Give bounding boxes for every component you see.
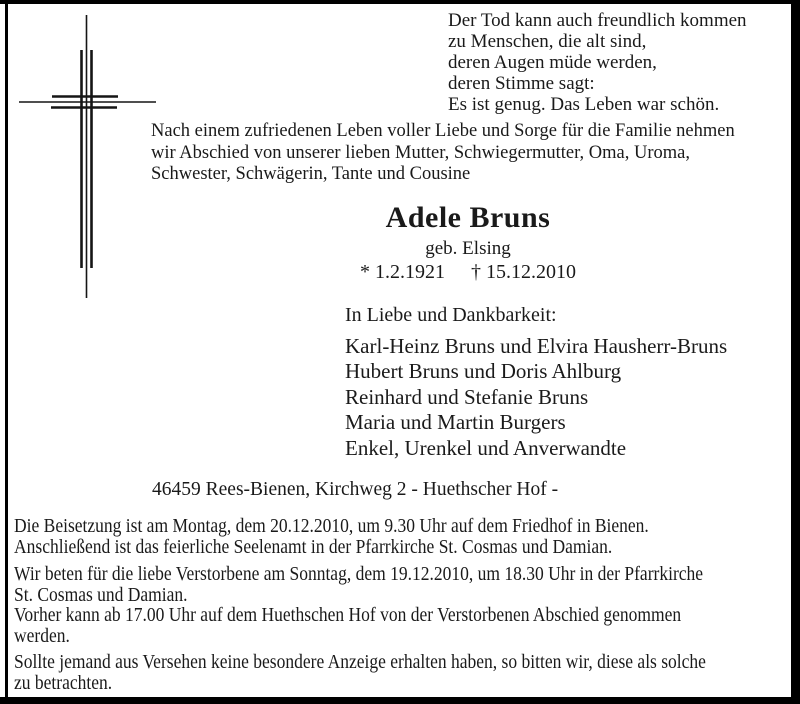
mourners-list <box>345 334 727 461</box>
prayer-line: Vorher kann ab 17.00 Uhr auf dem Huethschen Hof von der Verstorbenen Abschied genommen <box>14 604 682 626</box>
burial-line: Die Beisetzung ist am Montag, dem 20.12.2010, um 9.30 Uhr auf dem Friedhof in Bienen. <box>14 515 649 537</box>
frame-border-bottom <box>0 697 800 704</box>
death-date: † 15.12.2010 <box>471 261 576 283</box>
prayer-line: St. Cosmas und Damian. <box>14 583 188 606</box>
poem-line: zu Menschen, die alt sind, <box>448 31 647 52</box>
poem-line: deren Stimme sagt: <box>448 73 595 94</box>
mourner-item: Enkel, Urenkel und Anverwandte <box>345 435 627 460</box>
intro-paragraph <box>151 121 735 186</box>
mourner-item: Reinhard und Stefanie Bruns <box>345 384 589 409</box>
prayer-paragraph <box>14 564 800 646</box>
intro-line: Schwester, Schwägerin, Tante und Cousine <box>151 164 471 184</box>
birth-date: * 1.2.1921 <box>360 261 445 283</box>
maiden-name: geb. Elsing <box>425 238 511 259</box>
address-line: 46459 Rees-Bienen, Kirchweg 2 - Huethscher Hof - <box>152 479 559 500</box>
apology-line: Sollte jemand aus Versehen keine besondere Anzeige erhalten haben, so bitten wir, diese als solche <box>14 651 706 673</box>
poem-line: Es ist genug. Das Leben war schön. <box>448 94 720 115</box>
deceased-name: Adele Bruns <box>385 201 551 234</box>
prayer-line: Wir beten für die liebe Verstorbene am Sonntag, dem 19.12.2010, um 18.30 Uhr in der Pfarrkirche <box>14 563 704 585</box>
deceased-block <box>283 201 653 283</box>
memorial-cross-icon <box>0 0 170 310</box>
poem-line: deren Augen müde werden, <box>448 52 657 73</box>
intro-line: Nach einem zufriedenen Leben voller Liebe und Sorge für die Familie nehmen <box>151 121 735 141</box>
poem-line: Der Tod kann auch freundlich kommen <box>448 10 747 31</box>
mourner-item: Hubert Bruns und Doris Ahlburg <box>345 359 622 384</box>
burial-line: Anschließend ist das feierliche Seelenamt in der Pfarrkirche St. Cosmas und Damian. <box>14 535 613 558</box>
tribute-line: In Liebe und Dankbarkeit: <box>345 304 557 326</box>
prayer-line: werden. <box>14 624 70 647</box>
apology-paragraph <box>14 652 800 693</box>
life-dates <box>283 261 653 283</box>
poem <box>448 10 747 115</box>
mourner-item: Maria und Martin Burgers <box>345 410 566 435</box>
burial-paragraph <box>14 516 800 557</box>
intro-line: wir Abschied von unserer lieben Mutter, Schwiegermutter, Oma, Uroma, <box>151 142 690 163</box>
mourner-item: Karl-Heinz Bruns und Elvira Hausherr-Bruns <box>345 334 728 358</box>
apology-line: zu betrachten. <box>14 671 113 694</box>
